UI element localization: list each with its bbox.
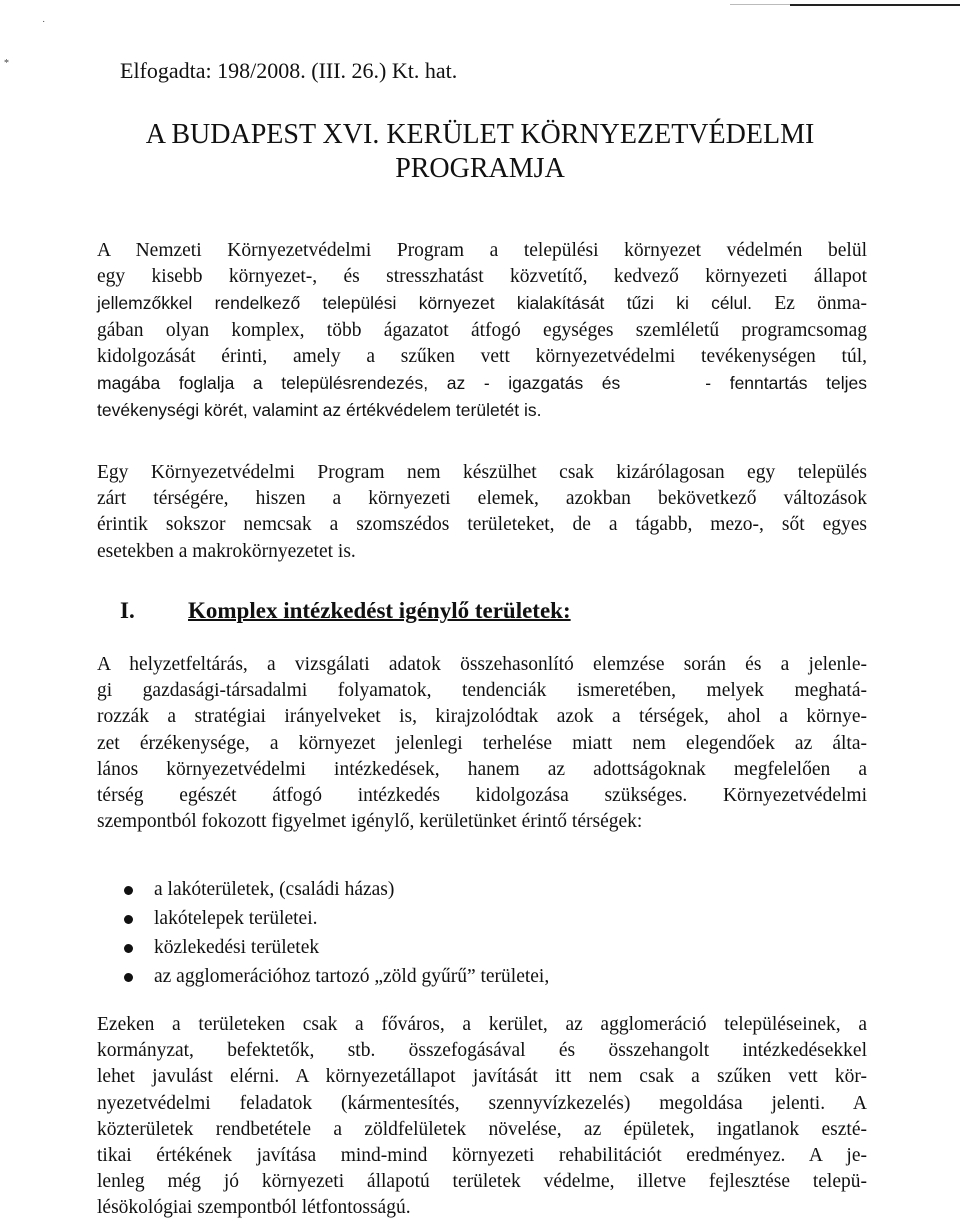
text-line: tikai értékének javítása mind-mind környezeti rehabilitációt eredményez. A je- — [97, 1145, 867, 1167]
bullet-icon — [124, 973, 133, 982]
intro-paragraph — [97, 238, 867, 423]
text-line: lehet javulást elérni. A környezetállapot javítását itt nem csak a szűken vett kör- — [97, 1066, 867, 1088]
adoption-note: Elfogadta: 198/2008. (III. 26.) Kt. hat. — [120, 58, 458, 83]
text-line: Ezeken a területeken csak a főváros, a kerület, az agglomeráció településeinek, a — [97, 1014, 867, 1035]
list-item-text: lakótelepek területei. — [154, 908, 318, 929]
text-line: nyezetvédelmi feladatok (kármentesítés, szennyvízkezelés) megoldása jelenti. A — [97, 1092, 867, 1114]
text-segment: - fenntartás teljes — [705, 373, 867, 394]
text-line: A helyzetfeltárás, a vizsgálati adatok összehasonlító elemzése során és a jelenle- — [97, 654, 867, 675]
title-line-2: PROGRAMJA — [395, 153, 565, 184]
scan-speck: * — [4, 58, 9, 69]
text-segment: magába foglalja a településrendezés, az - igazgatás és — [97, 373, 621, 394]
text-line: zárt térségére, hiszen a környezeti elemek, azokban bekövetkező változások — [97, 488, 867, 510]
paragraph-3 — [97, 652, 867, 835]
text-line: szempontból fokozott figyelmet igénylő, kerületünket érintő térségek: — [97, 811, 643, 833]
text-line: gi gazdasági-társadalmi folyamatok, tendenciák ismeretében, melyek meghatá- — [97, 680, 867, 702]
list-item — [122, 904, 549, 933]
scan-edge-line — [790, 4, 960, 6]
text-line: lenleg még jó környezeti állapotú területek védelme, illetve fejlesztése telepü- — [97, 1171, 867, 1193]
scan-speck: ˙ — [42, 20, 46, 31]
title-line-1: A BUDAPEST XVI. KERÜLET KÖRNYEZETVÉDELMI — [145, 119, 815, 150]
list-item-text: a lakóterületek, (családi házas) — [154, 879, 395, 900]
text-line: egy kisebb környezet-, és stresszhatást közvetítő, kedvező környezeti állapot — [97, 266, 867, 288]
text-line: esetekben a makrokörnyezetet is. — [97, 540, 356, 562]
section-title: Komplex intézkedést igénylő területek: — [188, 598, 571, 623]
list-item — [122, 962, 549, 991]
list-item — [122, 875, 549, 904]
text-line: lésökológiai szempontból létfontosságú. — [97, 1197, 411, 1219]
list-item — [122, 933, 549, 962]
text-line: lános környezetvédelmi intézkedések, hanem az adottságoknak megfelelően a — [97, 758, 867, 780]
page-title — [0, 118, 960, 186]
text-line: tevékenységi körét, valamint az értékvédelem területét is. — [97, 400, 542, 421]
scan-edge-line-faint — [730, 4, 790, 5]
section-heading — [120, 598, 571, 624]
text-segment: Ez önma- — [774, 293, 867, 315]
text-line: zet érzékenysége, a környezet jelenlegi terhelése miatt nem elegendőek az álta- — [97, 732, 867, 754]
bullet-icon — [124, 886, 133, 895]
text-line: kidolgozását érinti, amely a szűken vett környezetvédelmi tevékenységen túl, — [97, 345, 867, 367]
paragraph-4 — [97, 1012, 867, 1222]
text-line: térség egészét átfogó intézkedés kidolgozása szükséges. Környezetvédelmi — [97, 785, 867, 807]
text-line: kormányzat, befektetők, stb. összefogásával és összehangolt intézkedésekkel — [97, 1040, 867, 1062]
text-line: Egy Környezetvédelmi Program nem készülhet csak kizárólagosan egy település — [97, 462, 867, 483]
text-line: közterületek rendbetétele a zöldfelületek növelése, az épületek, ingatlanok eszté- — [97, 1118, 867, 1140]
text-line: rozzák a stratégiai irányelveket is, kirajzolódtak azok a térségek, ahol a környe- — [97, 706, 867, 728]
text-line — [97, 290, 867, 317]
paragraph-2 — [97, 460, 867, 565]
text-line: érintik sokszor nemcsak a szomszédos területeket, de a tágabb, mezo-, sőt egyes — [97, 514, 867, 536]
list-item-text: közlekedési területek — [154, 937, 320, 958]
text-line: A Nemzeti Környezetvédelmi Program a települési környezet védelmén belül — [97, 240, 867, 261]
text-segment: jellemzőkkel rendelkező települési környezet kialakítását tűzi ki célul. — [97, 293, 752, 314]
bullet-list — [122, 875, 549, 991]
text-line — [97, 370, 867, 397]
section-number: I. — [120, 598, 135, 623]
bullet-icon — [124, 944, 133, 953]
list-item-text: az agglomerációhoz tartozó „zöld gyűrű” területei, — [154, 966, 550, 987]
bullet-icon — [124, 915, 133, 924]
text-line: gában olyan komplex, több ágazatot átfogó egységes szemléletű programcsomag — [97, 319, 867, 341]
